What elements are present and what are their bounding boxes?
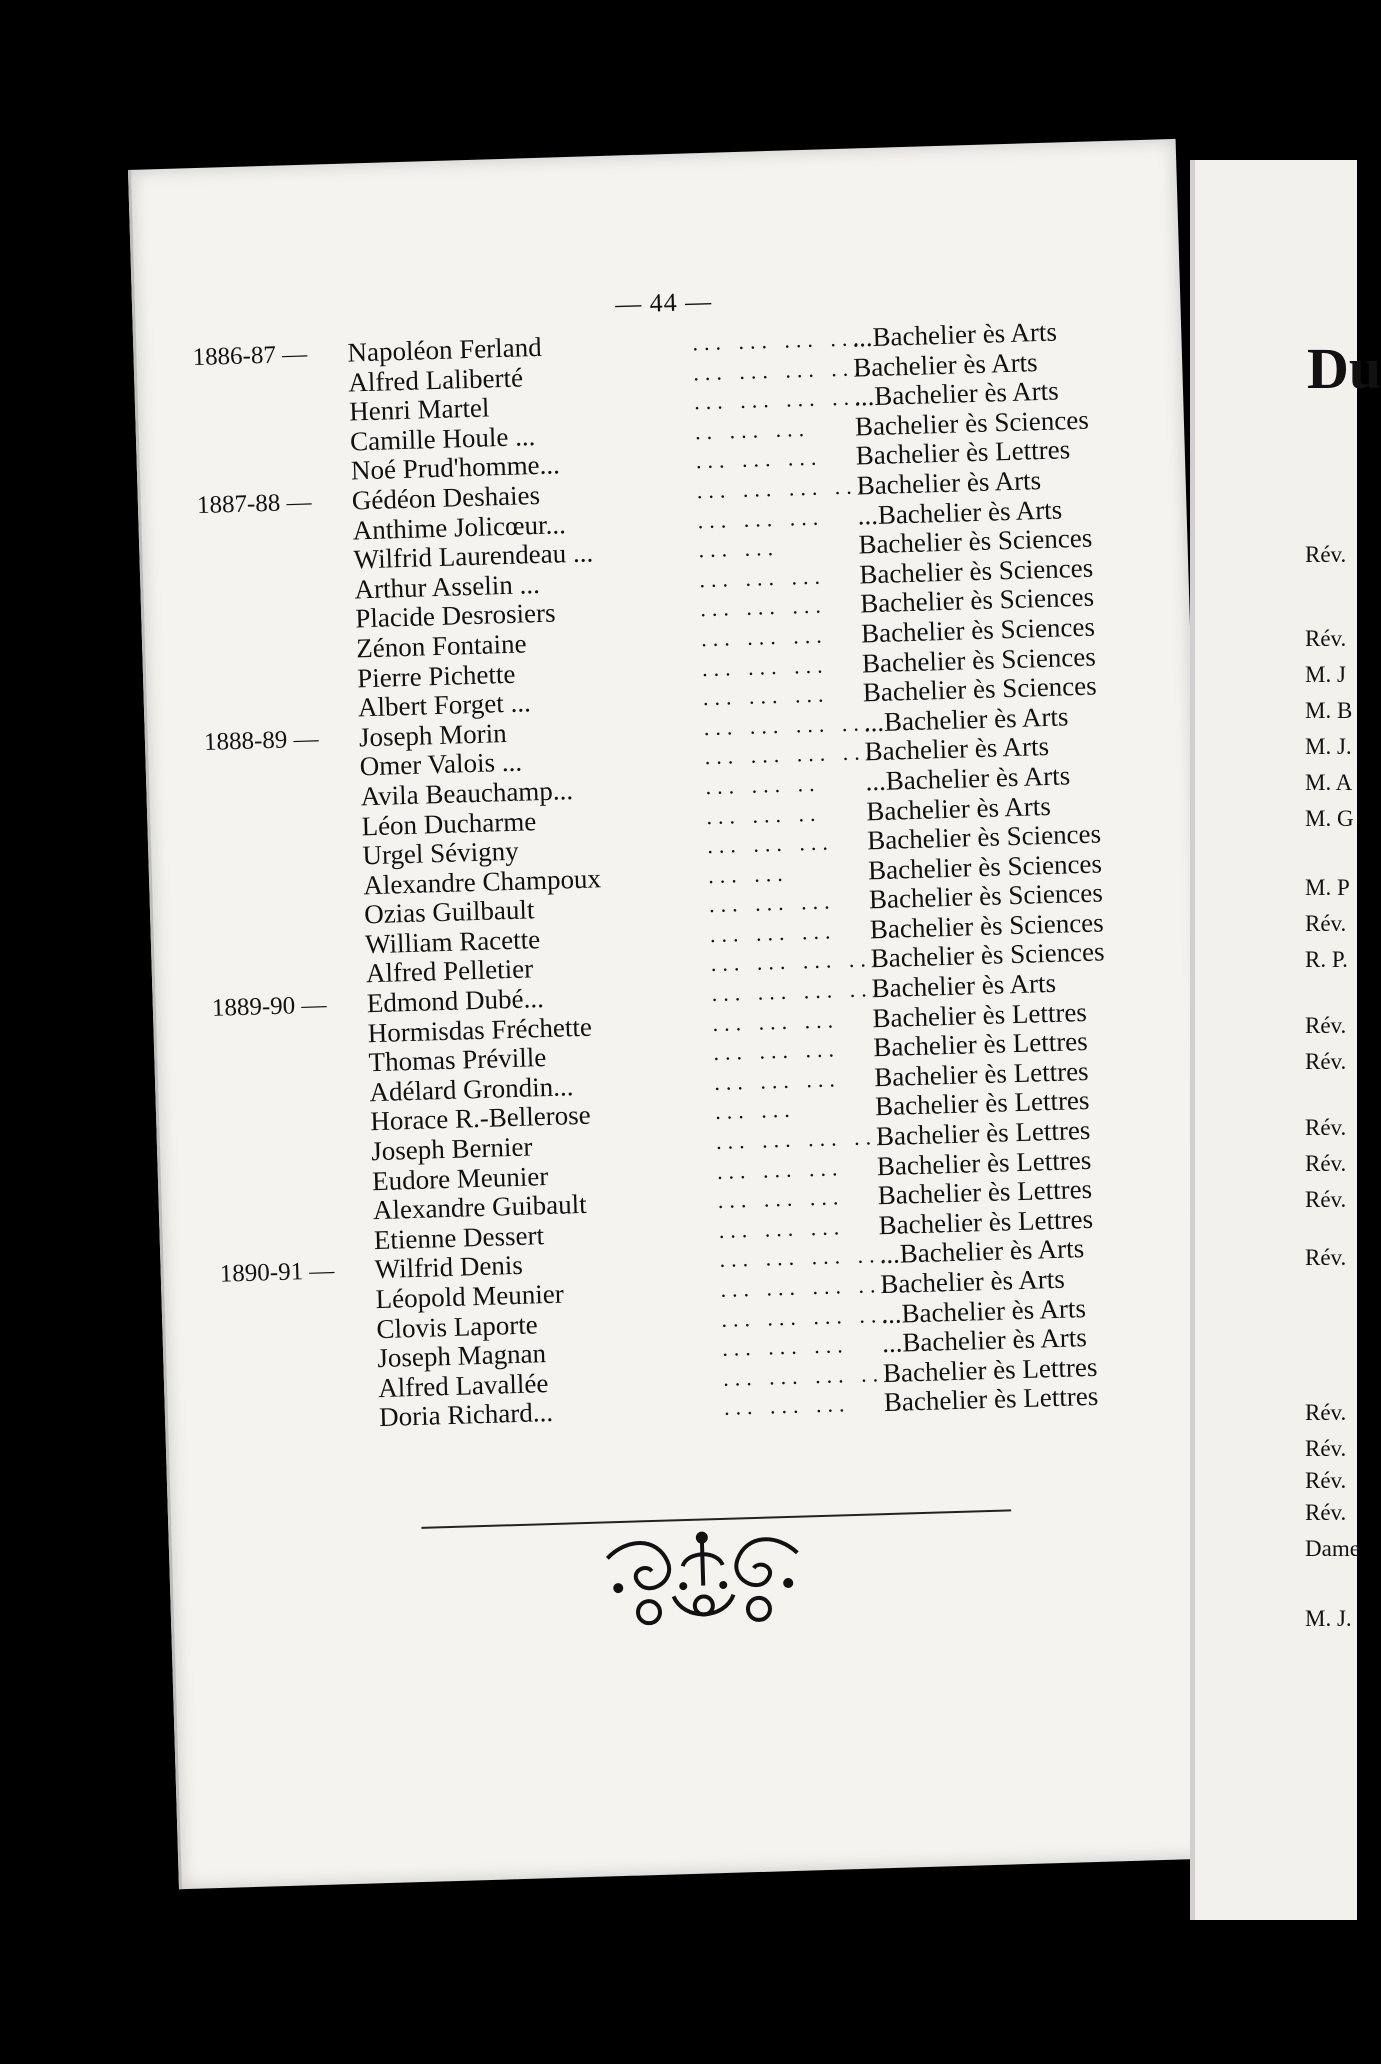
leader-dots: ... ... ... ... xyxy=(692,325,866,356)
graduate-name: Avila Beauchamp... xyxy=(360,774,574,812)
graduate-name: William Racette xyxy=(364,923,541,960)
degree: Bachelier ès Sciences xyxy=(866,818,1102,856)
degree: Bachelier ès Lettres xyxy=(875,1114,1091,1152)
right-page-item: Rév. xyxy=(1305,1400,1347,1425)
year: 1888-89 — xyxy=(203,725,319,756)
degree: ...Bachelier ès Arts xyxy=(881,1322,1088,1359)
graduate-name: Alexandre Champoux xyxy=(362,862,602,901)
leader-dots: ... ... ... xyxy=(713,1036,841,1066)
leader-dots: ... ... ... xyxy=(709,918,837,947)
degree: Bachelier ès Sciences xyxy=(860,611,1096,649)
left-page xyxy=(128,139,1227,1889)
leader-dots: ... ... ... ... xyxy=(720,1271,894,1302)
degree: Bachelier ès Sciences xyxy=(854,404,1090,442)
graduate-name: Etienne Dessert xyxy=(373,1219,545,1255)
right-page-item: Rév. xyxy=(1305,1245,1347,1270)
degree: Bachelier ès Sciences xyxy=(861,641,1097,678)
leader-dots: ... ... .. xyxy=(706,800,822,829)
graduate-name: Placide Desrosiers xyxy=(354,597,556,634)
degree: ...Bachelier ès Arts xyxy=(865,760,1071,797)
degree: Bachelier ès Arts xyxy=(879,1263,1066,1300)
page-number: — 44 — xyxy=(614,286,713,319)
right-page-item: Rév. xyxy=(1305,1187,1347,1212)
degree: Bachelier ès Lettres xyxy=(874,1085,1090,1122)
leader-dots: ... ... ... xyxy=(713,1066,842,1095)
leader-dots: ... ... ... xyxy=(717,1184,845,1214)
graduate-name: Alfred Laliberté xyxy=(347,361,524,398)
graduate-name: Wilfrid Laurendeau ... xyxy=(353,537,594,575)
degree: Bachelier ès Sciences xyxy=(862,670,1098,708)
leader-dots: ... ... xyxy=(714,1097,797,1125)
right-page-item: Rév. xyxy=(1305,1436,1347,1461)
leader-dots: ... ... ... ... xyxy=(703,709,877,740)
right-page-item: Rév. xyxy=(1305,542,1347,567)
leader-dots: ... ... ... ... xyxy=(719,1242,893,1273)
graduate-name: Joseph Magnan xyxy=(376,1338,547,1374)
leader-dots: ... ... ... xyxy=(697,504,825,533)
right-page-item: M. G xyxy=(1305,806,1354,831)
graduate-name: Zénon Fontaine xyxy=(355,628,527,664)
graduate-name: Anthime Jolicœur... xyxy=(352,508,567,546)
leader-dots: ... ... ... xyxy=(712,1006,840,1036)
graduate-name: Thomas Préville xyxy=(368,1042,547,1078)
leader-dots: ... ... .. xyxy=(705,770,821,800)
degree: Bachelier ès Lettres xyxy=(876,1144,1092,1181)
degree: Bachelier ès Lettres xyxy=(877,1174,1093,1211)
leader-dots: ... ... ... ... xyxy=(696,473,870,504)
right-page-item: Rév. xyxy=(1305,1468,1347,1493)
graduate-name: Léopold Meunier xyxy=(375,1278,565,1315)
graduate-name: Alfred Pelletier xyxy=(365,953,534,989)
year: 1889-90 — xyxy=(211,991,327,1022)
graduate-name: Urgel Sévigny xyxy=(361,835,520,871)
graduate-name: Ozias Guilbault xyxy=(363,894,535,930)
degree: Bachelier ès Sciences xyxy=(869,907,1105,945)
leader-dots: ... ... ... xyxy=(721,1332,850,1362)
leader-dots: ... ... ... ... xyxy=(720,1301,895,1332)
leader-dots: ... ... ... xyxy=(716,1154,844,1184)
graduate-name: Joseph Morin xyxy=(358,717,508,753)
degree: Bachelier ès Arts xyxy=(865,790,1052,826)
leader-dots: ... ... ... ... xyxy=(692,354,867,385)
leader-dots: ... ... ... xyxy=(723,1391,851,1421)
degree: Bachelier ès Lettres xyxy=(855,434,1071,471)
graduate-name: Hormisdas Fréchette xyxy=(367,1011,593,1048)
graduate-name: Horace R.-Bellerose xyxy=(369,1100,592,1137)
leader-dots: ... ... ... xyxy=(718,1214,846,1243)
leader-dots: ... ... ... xyxy=(699,563,827,592)
right-page-item: M. P xyxy=(1305,875,1350,900)
right-page-item: Rév. xyxy=(1305,911,1347,936)
degree: ...Bachelier ès Arts xyxy=(851,316,1058,353)
right-page-item: Rév. xyxy=(1305,1151,1347,1176)
leader-dots: ... ... ... ... xyxy=(711,975,885,1007)
degree: ...Bachelier ès Arts xyxy=(863,701,1069,738)
leader-dots: ... ... xyxy=(707,860,790,888)
right-page-item: Dame xyxy=(1305,1536,1360,1561)
right-page-item: M. J. xyxy=(1305,1606,1352,1631)
degree: ...Bachelier ès Arts xyxy=(857,494,1063,531)
year: 1890-91 — xyxy=(219,1257,335,1289)
degree: Bachelier ès Lettres xyxy=(872,1026,1089,1063)
right-page-item: Rév. xyxy=(1305,626,1347,651)
degree: Bachelier ès Lettres xyxy=(872,996,1088,1033)
degree: Bachelier ès Sciences xyxy=(858,552,1094,590)
graduate-name: Napoléon Ferland xyxy=(347,331,543,368)
degree: Bachelier ès Lettres xyxy=(873,1055,1089,1093)
leader-dots: ... ... ... ... xyxy=(693,384,867,415)
degree: Bachelier ès Sciences xyxy=(870,936,1105,974)
leader-dots: ... ... ... ... xyxy=(710,946,884,977)
leader-dots: ... ... ... xyxy=(699,592,828,622)
graduate-name: Omer Valois ... xyxy=(359,746,523,782)
leader-dots: ... ... ... xyxy=(700,622,828,652)
degree: Bachelier ès Lettres xyxy=(882,1351,1098,1388)
graduate-name: Adélard Grondin... xyxy=(369,1071,574,1108)
degree: Bachelier ès Sciences xyxy=(867,848,1103,886)
ornament-flourish-icon xyxy=(587,1522,820,1639)
year: 1887-88 — xyxy=(196,488,312,520)
leader-dots: ... ... ... xyxy=(708,888,836,918)
leader-dots: ... ... ... xyxy=(706,829,835,859)
graduate-name: Wilfrid Denis xyxy=(374,1250,524,1285)
graduate-name: Joseph Bernier xyxy=(370,1131,533,1167)
graduate-name: Eudore Meunier xyxy=(371,1160,549,1196)
degree: Bachelier ès Arts xyxy=(871,967,1057,1004)
graduate-name: Henri Martel xyxy=(348,392,490,427)
leader-dots: ... ... ... xyxy=(702,681,830,711)
degree: Bachelier ès Lettres xyxy=(878,1203,1094,1241)
degree: Bachelier ès Sciences xyxy=(868,877,1104,915)
leader-dots: ... ... ... xyxy=(695,444,823,474)
leader-dots: ... ... ... ... xyxy=(704,739,878,770)
right-page-item: Rév. xyxy=(1305,1013,1347,1038)
right-page-heading: Du xyxy=(1307,336,1381,401)
right-page-item: M. B xyxy=(1305,698,1353,723)
right-page-item: M. J. xyxy=(1305,734,1352,759)
right-page xyxy=(1190,160,1381,1920)
graduate-name: Léon Ducharme xyxy=(361,805,537,841)
graduate-name: Alfred Lavallée xyxy=(377,1367,549,1403)
leader-dots: .. ... ... xyxy=(694,415,811,445)
degree: Bachelier ès Lettres xyxy=(883,1381,1099,1418)
graduate-name: Pierre Pichette xyxy=(356,658,516,693)
leader-dots: ... ... xyxy=(698,535,780,563)
graduate-list xyxy=(192,316,1124,1437)
degree: ...Bachelier ès Arts xyxy=(853,375,1060,412)
graduate-name: Clovis Laporte xyxy=(376,1308,539,1344)
leader-dots: ... ... ... xyxy=(701,651,829,681)
right-page-item: Rév. xyxy=(1305,1500,1347,1525)
right-page-item: M. A xyxy=(1305,770,1353,795)
graduate-name: Gédéon Deshaies xyxy=(351,479,541,516)
right-page-item: R. P. xyxy=(1305,947,1348,972)
graduate-name: Camille Houle ... xyxy=(349,420,536,457)
year: 1886-87 — xyxy=(192,340,308,372)
graduate-name: Noé Prud'homme... xyxy=(350,449,561,486)
graduate-name: Alexandre Guibault xyxy=(372,1189,588,1226)
degree: Bachelier ès Arts xyxy=(852,346,1038,383)
degree: Bachelier ès Sciences xyxy=(859,581,1095,619)
graduate-name: Doria Richard... xyxy=(378,1397,554,1433)
graduate-name: Edmond Dubé... xyxy=(366,983,545,1019)
graduate-name: Albert Forget ... xyxy=(357,687,532,723)
graduate-name: Arthur Asselin ... xyxy=(354,568,541,605)
degree: Bachelier ès Arts xyxy=(856,465,1042,501)
degree: Bachelier ès Sciences xyxy=(857,522,1093,560)
right-page-item: Rév. xyxy=(1305,1049,1347,1074)
right-page-item: M. J xyxy=(1305,662,1346,687)
leader-dots: ... ... ... ... xyxy=(722,1360,896,1391)
degree: ...Bachelier ès Arts xyxy=(880,1292,1087,1329)
degree: Bachelier ès Arts xyxy=(864,731,1050,767)
leader-dots: ... ... ... ... xyxy=(715,1123,889,1155)
degree: ...Bachelier ès Arts xyxy=(879,1233,1085,1270)
right-page-item: Rév. xyxy=(1305,1115,1347,1140)
